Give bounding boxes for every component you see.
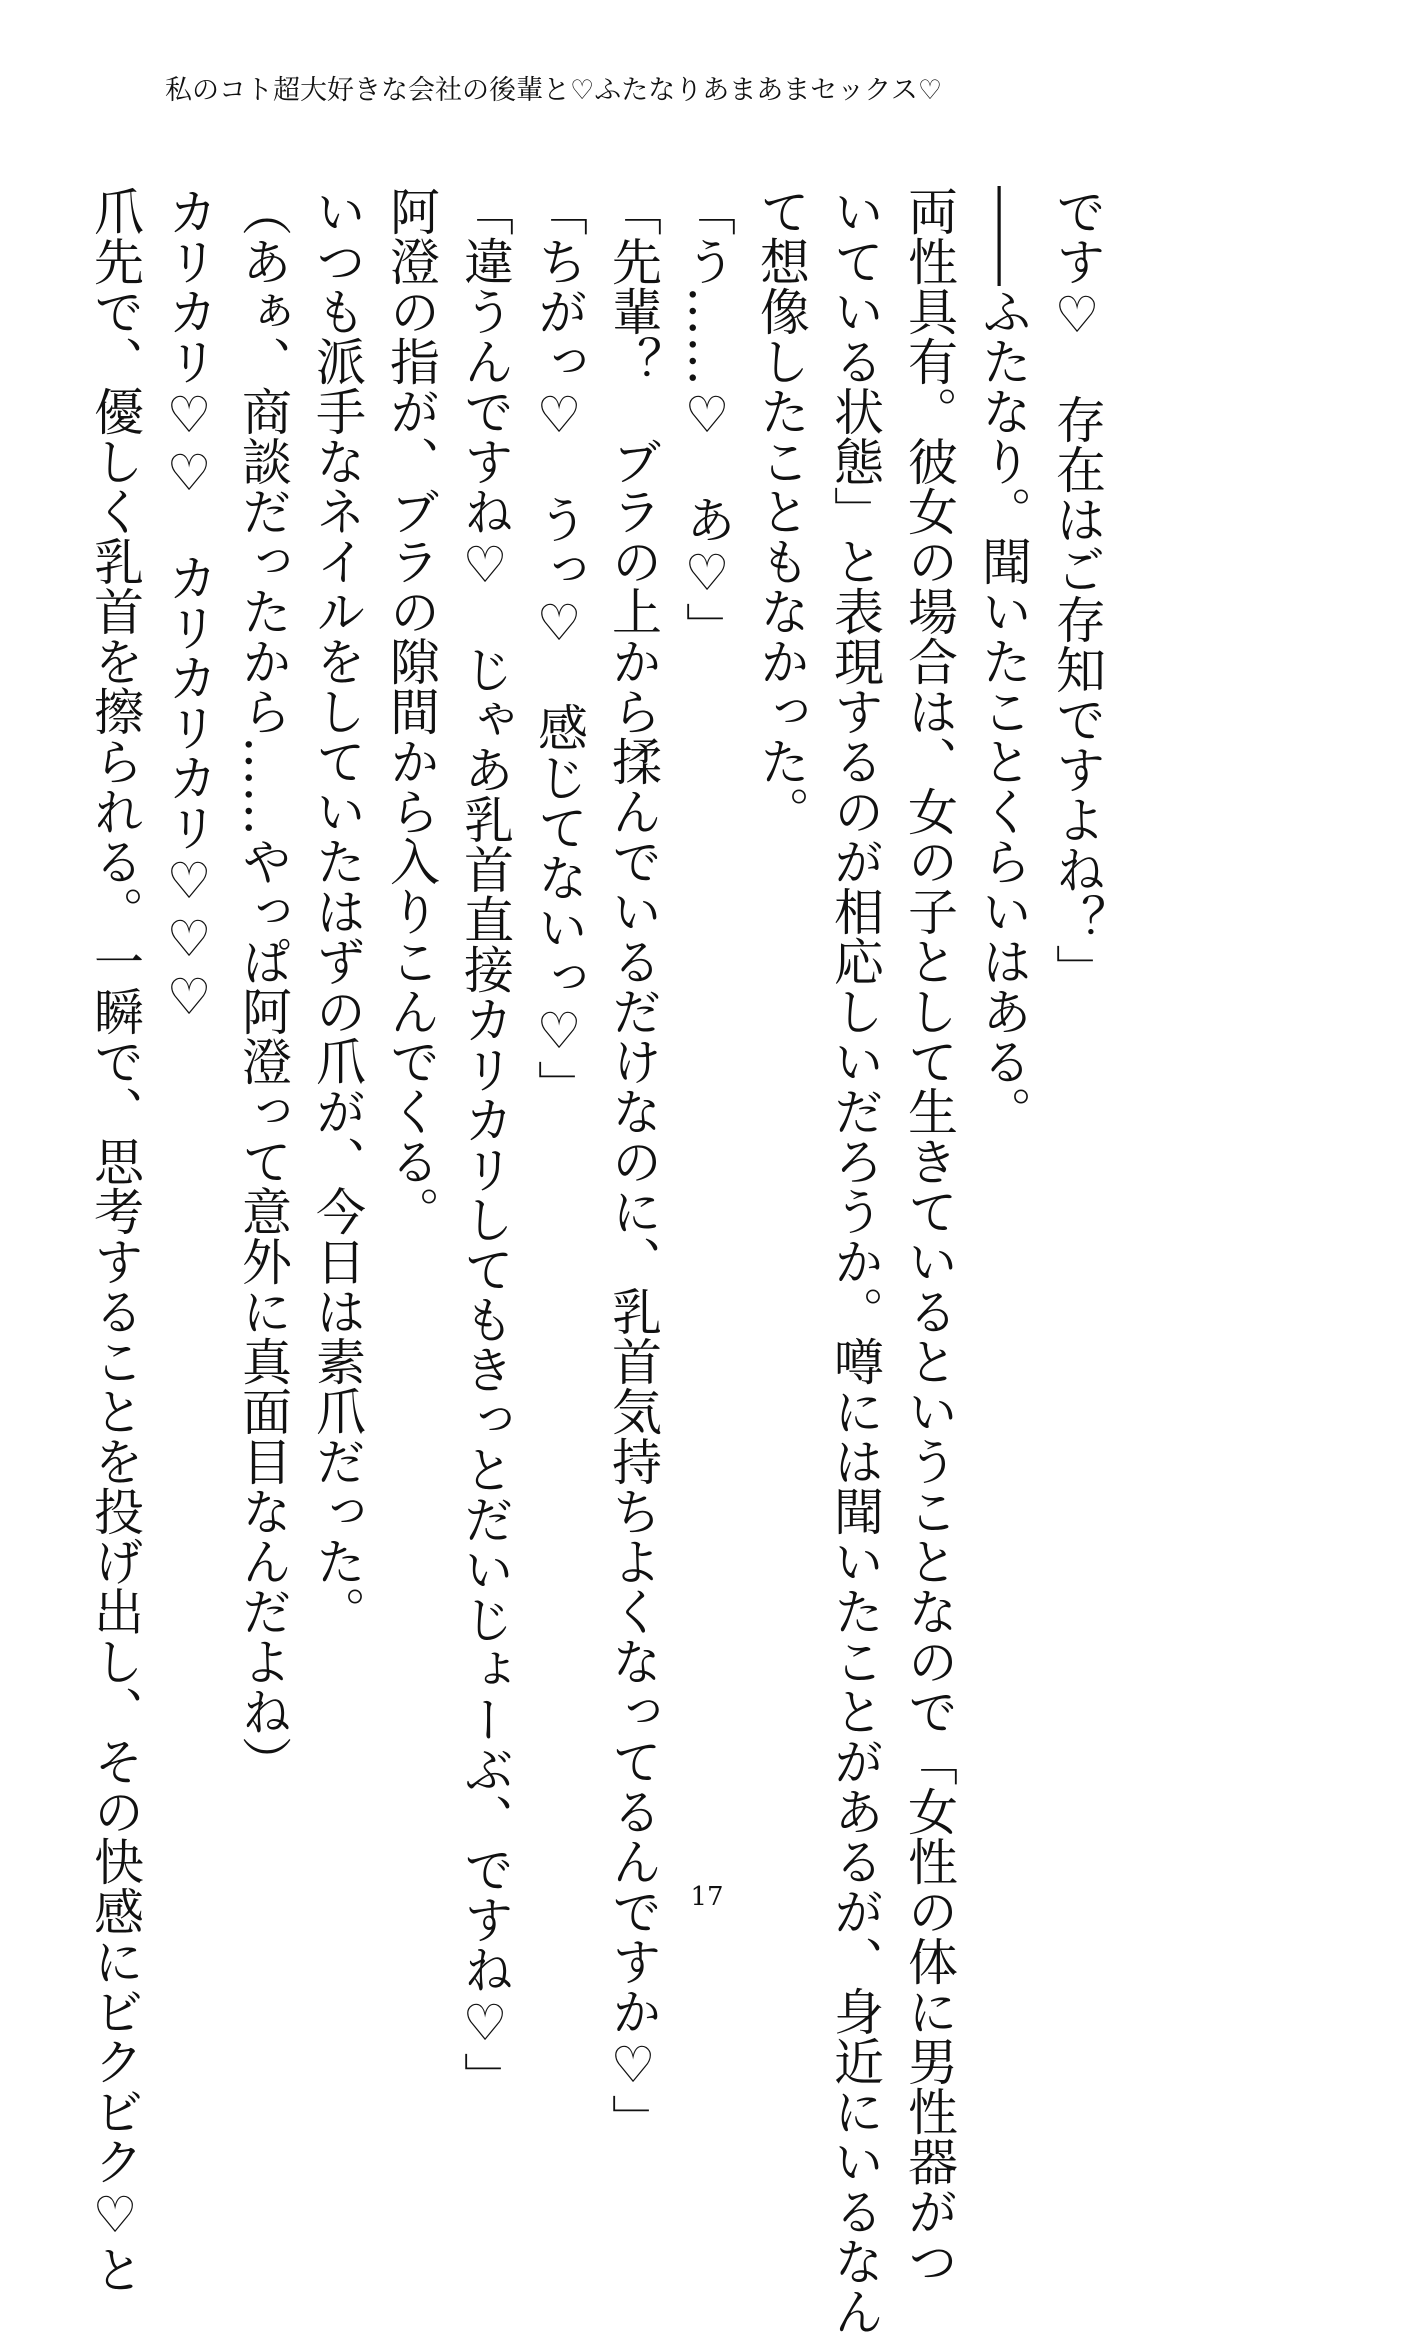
text-line: 「先輩？ ブラの上から揉んでいるだけなのに、乳首気持ちよくなってるんですか♡」 bbox=[604, 186, 662, 2144]
text-line: いつも派手なネイルをしていたはずの爪が、今日は素爪だった。 bbox=[308, 186, 366, 1636]
text-line: いている状態」と表現するのが相応しいだろうか。噂には聞いたことがあるが、身近にいるなん bbox=[826, 186, 884, 2336]
text-line: 「ちがっ♡ うっ♡ 感じてないっ♡」 bbox=[530, 186, 588, 1110]
text-line: ――ふたなり。聞いたことくらいはある。 bbox=[974, 186, 1032, 1136]
text-line: て想像したこともなかった。 bbox=[752, 186, 810, 836]
text-line: です♡ 存在はご存知ですよね？」 bbox=[1048, 186, 1106, 994]
running-header: 私のコト超大好きな会社の後輩と♡ふたなりあまあまセックス♡ bbox=[165, 75, 943, 106]
text-line: カリカリ♡♡ カリカリカリ♡♡♡ bbox=[160, 186, 218, 1026]
text-line: （あぁ、商談だったから……やっぱ阿澄って意外に真面目なんだよね） bbox=[234, 186, 292, 1786]
text-line: 「う……♡ あ♡」 bbox=[678, 186, 736, 652]
text-line: 「違うんですね♡ じゃあ乳首直接カリカリしてもきっとだいじょーぶ、ですね♡」 bbox=[456, 186, 514, 2102]
text-line: 両性具有。彼女の場合は、女の子として生きているということなので「女性の体に男性器がつ bbox=[900, 186, 958, 2286]
text-line: 阿澄の指が、ブラの隙間から入りこんでくる。 bbox=[382, 186, 440, 1236]
page-number: 17 bbox=[690, 1882, 724, 1912]
text-line: 爪先で、優しく乳首を擦られる。一瞬で、思考することを投げ出し、その快感にビクビク♡と bbox=[86, 186, 144, 2294]
